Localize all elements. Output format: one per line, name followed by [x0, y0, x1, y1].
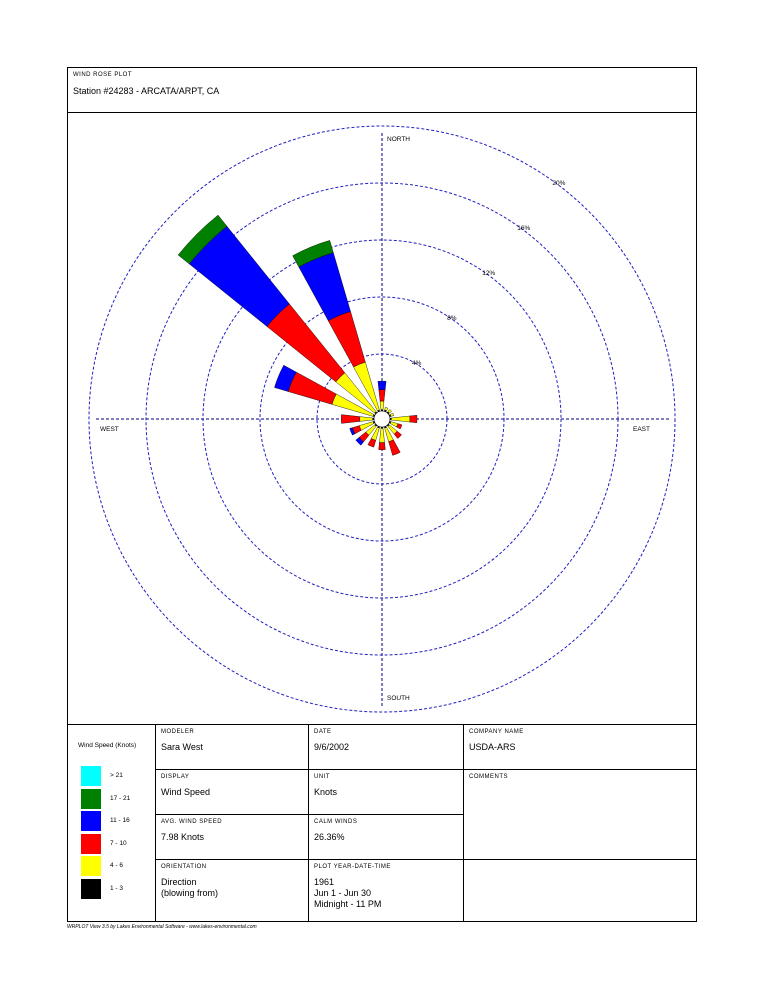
company-label: COMPANY NAME	[469, 729, 524, 735]
legend-swatch	[81, 789, 101, 809]
ring-label: 4%	[412, 359, 422, 367]
petal-segment	[328, 311, 365, 366]
unit-cell	[309, 770, 464, 815]
legend-label: > 21	[110, 772, 123, 779]
petal-segment	[360, 417, 373, 422]
info-panel	[68, 724, 696, 922]
ring-label: 8%	[447, 314, 457, 322]
legend-swatch	[81, 766, 101, 786]
petal-segment	[379, 428, 384, 442]
legend-swatch	[81, 811, 101, 831]
ring-label: 16%	[517, 225, 531, 233]
ring-label: 20%	[552, 180, 566, 188]
avg-speed-label: AVG. WIND SPEED	[161, 819, 223, 825]
petal-segment	[389, 440, 401, 456]
legend-cell	[68, 725, 156, 922]
petal-segment	[380, 401, 384, 410]
modeler-cell	[156, 725, 309, 770]
display-cell	[156, 770, 309, 815]
petal-segment	[378, 381, 386, 390]
legend-label: 17 - 21	[110, 794, 131, 802]
report-frame	[67, 67, 697, 922]
date-label: DATE	[314, 729, 332, 735]
petal-segment	[379, 390, 385, 402]
north-label: NORTH	[387, 136, 410, 143]
legend-label: 4 - 6	[110, 862, 124, 869]
avg-speed-cell	[156, 815, 309, 860]
petal-segment	[341, 415, 360, 424]
ring-label: 12%	[482, 269, 496, 277]
comments-label: COMMENTS	[469, 774, 508, 780]
petal-segment	[385, 407, 388, 411]
wind-rose-plot	[68, 113, 696, 725]
display-value: Wind Speed	[161, 787, 211, 797]
date-cell	[309, 725, 464, 770]
petal-segment	[410, 415, 417, 423]
legend-swatch	[81, 879, 101, 899]
plot-time-value: 1961 Jun 1 - Jun 30 Midnight - 11 PM	[314, 877, 382, 909]
calm-winds-cell	[309, 815, 464, 860]
avg-speed-value: 7.98 Knots	[161, 832, 205, 842]
legend-swatch	[81, 834, 101, 854]
petal-segment	[391, 416, 410, 422]
calm-winds-label: CALM WINDS	[314, 819, 358, 825]
footer-credit: WRPLOT View 3.5 by Lakes Environmental Software - www.lakes-environmental.com	[67, 924, 257, 930]
south-label: SOUTH	[387, 695, 410, 702]
plot-time-label: PLOT YEAR-DATE-TIME	[314, 864, 391, 870]
calm-circle	[374, 411, 390, 427]
plot-time-cell	[309, 860, 464, 922]
empty-cell	[464, 860, 696, 922]
header	[68, 68, 696, 113]
orientation-cell	[156, 860, 309, 922]
unit-label: UNIT	[314, 774, 330, 780]
legend-title: Wind Speed (Knots)	[78, 742, 137, 749]
legend-label: 7 - 10	[110, 839, 127, 847]
east-label: EAST	[633, 426, 650, 433]
company-cell	[464, 725, 696, 770]
company-value: USDA-ARS	[469, 742, 516, 752]
west-label: WEST	[100, 426, 119, 433]
petal-segment	[379, 443, 386, 450]
orientation-value: Direction (blowing from)	[161, 877, 219, 898]
legend-swatch	[81, 856, 101, 876]
orientation-label: ORIENTATION	[161, 864, 207, 870]
wind-rose-svg	[68, 113, 696, 725]
modeler-value: Sara West	[161, 742, 203, 752]
legend-label: 11 - 16	[110, 817, 130, 824]
petal-segment	[390, 413, 394, 416]
calm-winds-value: 26.36%	[314, 832, 345, 842]
petal-segment	[288, 372, 336, 404]
petal-segment	[368, 439, 376, 448]
date-value: 9/6/2002	[314, 742, 350, 752]
comments-cell	[464, 770, 696, 860]
header-small-label: WIND ROSE PLOT	[73, 72, 133, 78]
display-label: DISPLAY	[161, 774, 190, 780]
unit-value: Knots	[314, 787, 338, 797]
legend-label: 1 - 3	[110, 884, 124, 892]
station-title: Station #24283 - ARCATA/ARPT, CA	[73, 86, 220, 96]
modeler-label: MODELER	[161, 729, 195, 735]
